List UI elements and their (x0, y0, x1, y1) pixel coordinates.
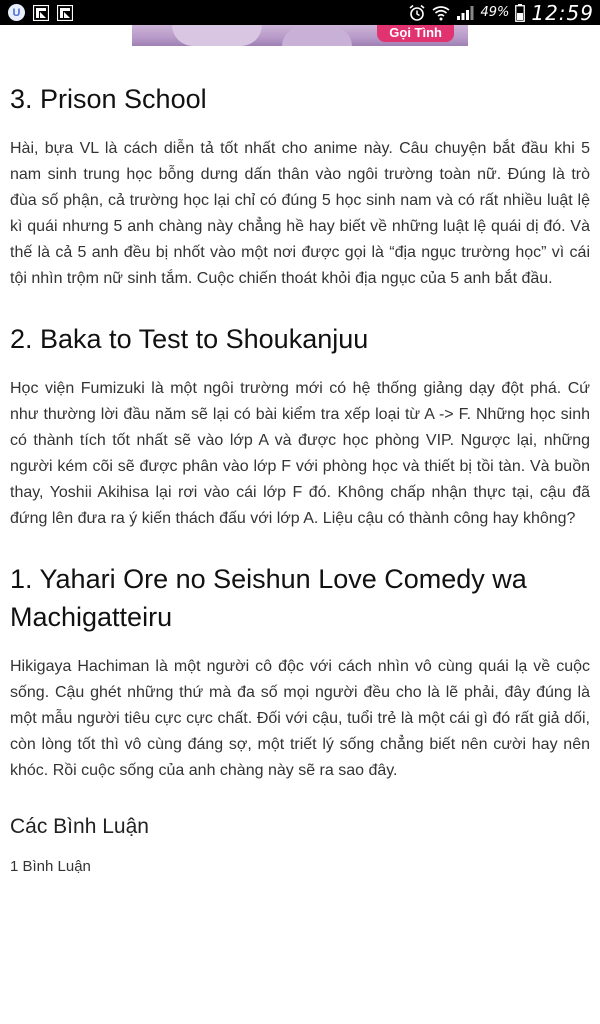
article-section (10, 320, 590, 532)
status-right (408, 1, 594, 25)
section-title: 2. Baka to Test to Shoukanjuu (10, 324, 369, 354)
section-paragraph: Học viện Fumizuki là một ngôi trường mới có hệ thống giảng dạy đột phá. Cứ như thường lời đầu năm sẽ lại có bài kiểm tra xếp loại từ A -> F. Những học sinh có thành tích tốt nhất sẽ vào lớp A và được học phòng VIP. Ngược lại, những người kém cõi sẽ được phân vào lớp F với phòng học và thiết bị tồi tàn. Và buồn thay, Yoshii Akihisa lại rơi vào cái lớp F đó. Không chấp nhận thực tại, cậu đã đứng lên đưa ra ý kiến thách đấu với lớp A. Liệu cậu có thành công hay không? (10, 380, 590, 527)
flipboard-icon (33, 5, 49, 21)
section-paragraph: Hikigaya Hachiman là một người cô độc với cách nhìn vô cùng quái lạ về cuộc sống. Cậu ghét những thứ mà đa số mọi người đều cho là lẽ phải, đây đúng là một mẫu người tiêu cực cực chất. Đối với cậu, tuổi trẻ là một cái gì đó rất giả dối, còn lòng tốt thì vô cùng đáng sợ, một triết lý sống chẳng biết nên cười hay nên khóc. Rồi cuộc sống của anh chàng này sẽ ra sao đây. (10, 658, 590, 779)
ad-banner[interactable] (132, 25, 468, 46)
ad-decoration (282, 27, 352, 46)
status-left (8, 4, 73, 21)
clock: 12:59 (531, 0, 594, 25)
section-title: 1. Yahari Ore no Seishun Love Comedy wa Machigatteiru (10, 564, 527, 632)
comments-section (10, 812, 590, 875)
comments-title: Các Bình Luận (10, 815, 149, 838)
flipboard-icon (57, 5, 73, 21)
app-icon: U (8, 4, 25, 21)
battery-icon (515, 4, 525, 22)
section-paragraph: Hài, bựa VL là cách diễn tả tốt nhất cho anime này. Câu chuyện bắt đầu khi 5 nam sinh trung học bỗng dưng dấn thân vào ngôi trường toàn nữ. Đúng là trò đùa số phận, cả trường học lại chỉ có đúng 5 học sinh nam và có rất nhiều luật lệ kì quái nhưng 5 anh chàng này chẳng hề hay biết về những luật lệ quái dị đó. Và thế là cả 5 anh đều bị nhốt vào một nơi được gọi là “địa ngục trường học” vì cái tội nhìn trộm nữ sinh tắm. Cuộc chiến thoát khỏi địa ngục của 5 anh bắt đầu. (10, 140, 590, 287)
battery-percent: 49% (480, 5, 510, 20)
article-content (10, 80, 590, 875)
article-section (10, 80, 590, 292)
signal-icon (456, 5, 474, 21)
alarm-icon (408, 4, 426, 22)
wifi-icon (432, 5, 450, 21)
status-bar (0, 0, 600, 25)
section-title: 3. Prison School (10, 84, 207, 114)
ad-decoration (172, 25, 262, 46)
article-section (10, 560, 590, 784)
comments-count-link[interactable]: 1 Bình Luận (10, 858, 91, 875)
ad-call-button[interactable]: Gọi Tình (377, 25, 454, 42)
